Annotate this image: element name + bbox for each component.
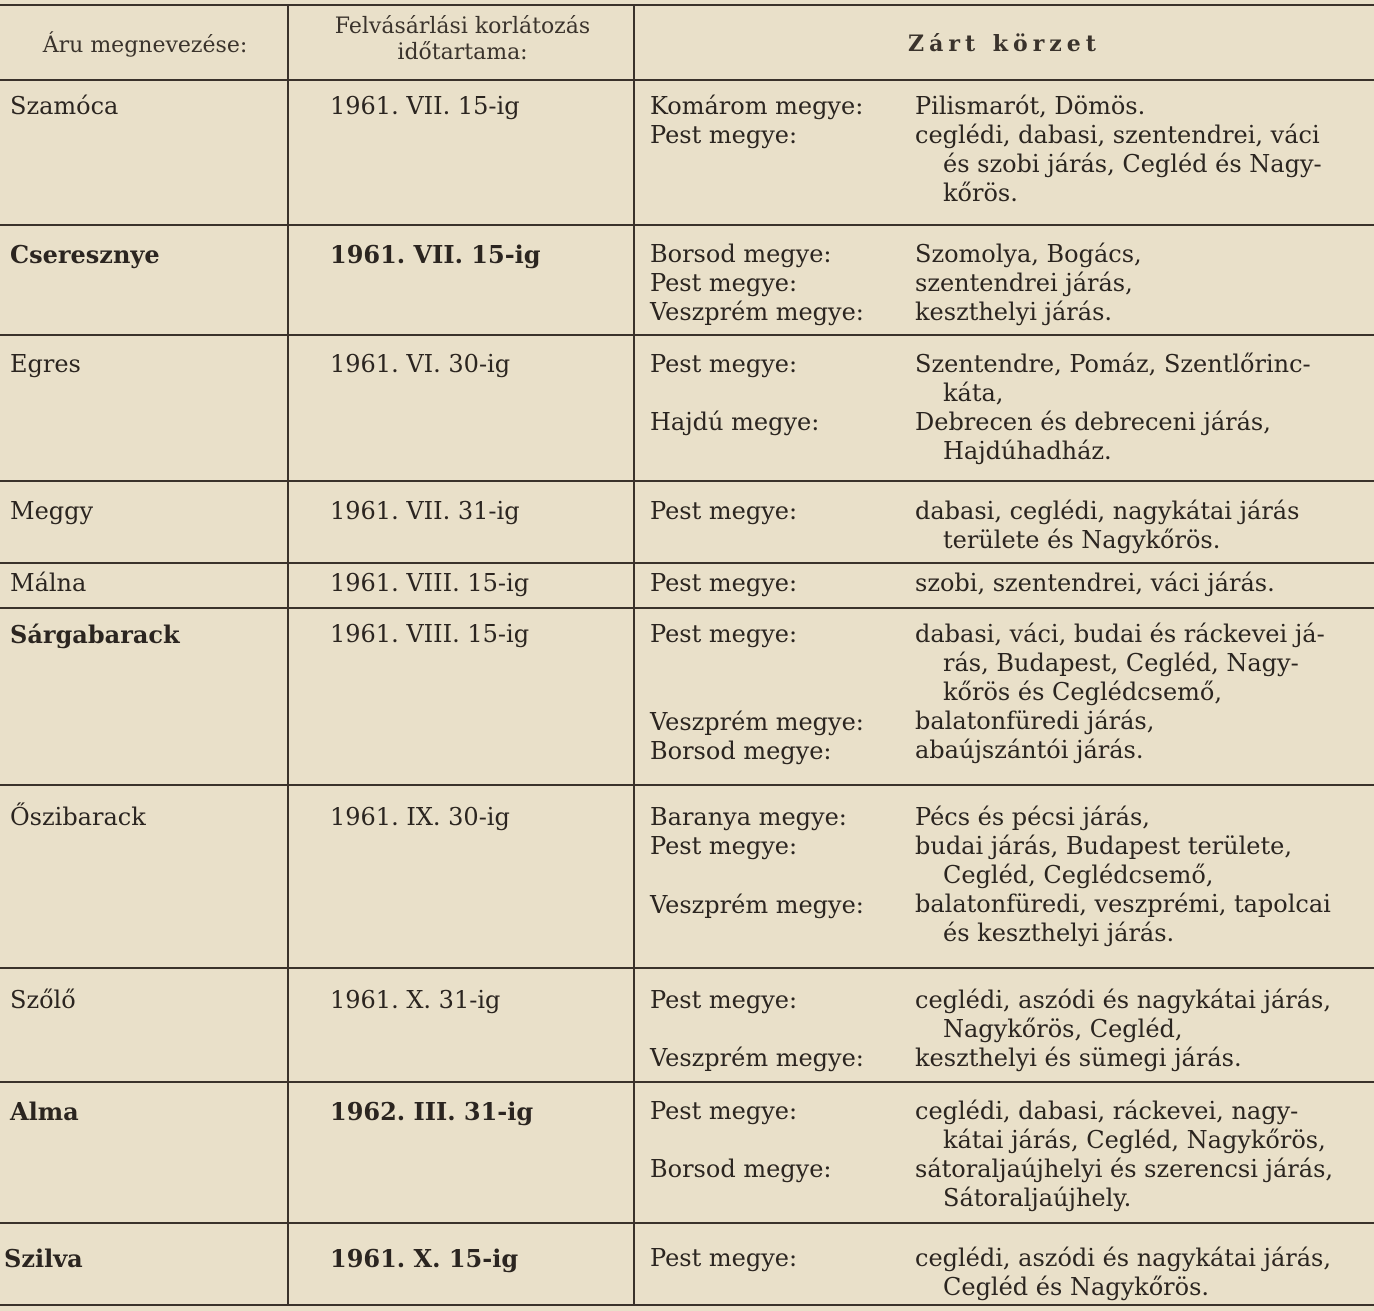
area-line: keszthelyi járás. (915, 298, 1113, 326)
zone-areas (915, 1097, 1367, 1213)
restriction-date: 1961. VII. 15-ig (330, 92, 520, 120)
item-name: Őszibarack (10, 803, 146, 831)
county-label: Pest megye: (650, 1244, 798, 1272)
area-line: ceglédi, dabasi, ráckevei, nagy- (915, 1097, 1299, 1125)
area-line: Cegléd és Nagykőrös. (943, 1273, 1210, 1301)
county-label: Pest megye: (650, 832, 798, 860)
row-rule (0, 334, 1374, 336)
county-label: Veszprém megye: (650, 298, 864, 326)
area-line: és keszthelyi járás. (943, 919, 1175, 947)
county-label: Komárom megye: (650, 92, 864, 120)
restriction-date: 1961. VI. 30-ig (330, 350, 511, 378)
zone-areas (915, 620, 1367, 765)
restriction-date: 1961. X. 15-ig (330, 1244, 519, 1273)
county-label: Pest megye: (650, 620, 798, 648)
county-label: Borsod megye: (650, 240, 832, 268)
area-line: szobi, szentendrei, váci járás. (915, 569, 1275, 597)
row-rule (0, 784, 1374, 786)
zone-areas (915, 497, 1367, 555)
row-rule (0, 480, 1374, 482)
row-rule (0, 1081, 1374, 1083)
item-name: Málna (10, 569, 87, 597)
header-zone: Zárt körzet (908, 31, 1101, 57)
zone-areas (915, 1244, 1367, 1302)
zone-areas (915, 92, 1367, 208)
county-label: Pest megye: (650, 497, 798, 525)
column-divider-1 (287, 4, 289, 1306)
area-line: Cegléd, Ceglédcsemő, (943, 861, 1214, 889)
item-name: Szőlő (10, 986, 76, 1014)
area-line: ceglédi, aszódi és nagykátai járás, (915, 1244, 1331, 1272)
area-line: kátai járás, Cegléd, Nagykőrös, (943, 1126, 1326, 1154)
restriction-date: 1961. VII. 31-ig (330, 497, 520, 525)
area-line: Szomolya, Bogács, (915, 240, 1142, 268)
item-name: Cseresznye (10, 240, 160, 269)
item-name: Egres (10, 350, 81, 378)
item-name: Meggy (10, 497, 94, 525)
area-line: ceglédi, aszódi és nagykátai járás, (915, 986, 1331, 1014)
column-divider-2 (633, 4, 635, 1306)
area-line: sátoraljaújhelyi és szerencsi járás, (915, 1155, 1334, 1183)
area-line: balatonfüredi járás, (915, 707, 1155, 735)
restriction-date: 1961. VII. 15-ig (330, 240, 541, 269)
zone-areas (915, 986, 1367, 1073)
row-rule (0, 224, 1374, 226)
item-name: Szamóca (10, 92, 119, 120)
county-label: Pest megye: (650, 1097, 798, 1125)
header-duration-line2: időtartama: (397, 40, 528, 65)
row-rule (0, 607, 1374, 609)
item-name: Szilva (4, 1244, 83, 1273)
area-line: Pécs és pécsi járás, (915, 803, 1150, 831)
area-line: Hajdúhadház. (943, 437, 1112, 465)
header-rule (0, 79, 1374, 81)
area-line: ceglédi, dabasi, szentendrei, váci (915, 121, 1320, 149)
area-line: kőrös. (943, 179, 1018, 207)
county-label: Veszprém megye: (650, 708, 864, 736)
header-item: Áru megnevezése: (42, 33, 248, 58)
county-label: Pest megye: (650, 269, 798, 297)
restriction-date: 1961. IX. 30-ig (330, 803, 510, 831)
restriction-date: 1961. X. 31-ig (330, 986, 501, 1014)
zone-areas (915, 569, 1367, 598)
county-label: Pest megye: (650, 350, 798, 378)
county-label: Hajdú megye: (650, 408, 820, 436)
row-rule (0, 1222, 1374, 1224)
county-label: Pest megye: (650, 986, 798, 1014)
area-line: dabasi, váci, budai és ráckevei já- (915, 620, 1325, 648)
restriction-date: 1961. VIII. 15-ig (330, 569, 530, 597)
area-line: káta, (943, 379, 1004, 407)
restriction-date: 1961. VIII. 15-ig (330, 620, 530, 648)
area-line: szentendrei járás, (915, 269, 1133, 297)
area-line: balatonfüredi, veszprémi, tapolcai (915, 890, 1331, 918)
area-line: Nagykőrös, Cegléd, (943, 1015, 1183, 1043)
county-label: Baranya megye: (650, 803, 847, 831)
area-line: dabasi, ceglédi, nagykátai járás (915, 497, 1300, 525)
area-line: rás, Budapest, Cegléd, Nagy- (943, 649, 1299, 677)
header-duration-line1: Felvásárlási korlátozás (334, 14, 591, 39)
header-duration (290, 14, 635, 66)
zone-areas (915, 240, 1367, 327)
county-label: Veszprém megye: (650, 1044, 864, 1072)
area-line: budai járás, Budapest területe, (915, 832, 1292, 860)
row-rule (0, 562, 1374, 564)
county-label: Borsod megye: (650, 737, 832, 765)
area-line: Debrecen és debreceni járás, (915, 408, 1271, 436)
table-top-rule (0, 4, 1374, 6)
area-line: területe és Nagykőrös. (943, 526, 1221, 554)
area-line: keszthelyi és sümegi járás. (915, 1044, 1242, 1072)
area-line: Sátoraljaújhely. (943, 1184, 1132, 1212)
area-line: Pilismarót, Dömös. (915, 92, 1146, 120)
row-rule (0, 967, 1374, 969)
restriction-date: 1962. III. 31-ig (330, 1097, 534, 1126)
area-line: kőrös és Ceglédcsemő, (943, 678, 1222, 706)
county-label: Pest megye: (650, 569, 798, 597)
county-label: Borsod megye: (650, 1155, 832, 1183)
area-line: Szentendre, Pomáz, Szentlőrinc- (915, 350, 1311, 378)
area-line: abaújszántói járás. (915, 736, 1144, 764)
county-label: Pest megye: (650, 121, 798, 149)
item-name: Alma (10, 1097, 79, 1126)
county-label: Veszprém megye: (650, 891, 864, 919)
zone-areas (915, 350, 1367, 466)
area-line: és szobi járás, Cegléd és Nagy- (943, 150, 1322, 178)
zone-areas (915, 803, 1367, 948)
item-name: Sárgabarack (10, 620, 180, 649)
table-bottom-rule (0, 1304, 1374, 1306)
